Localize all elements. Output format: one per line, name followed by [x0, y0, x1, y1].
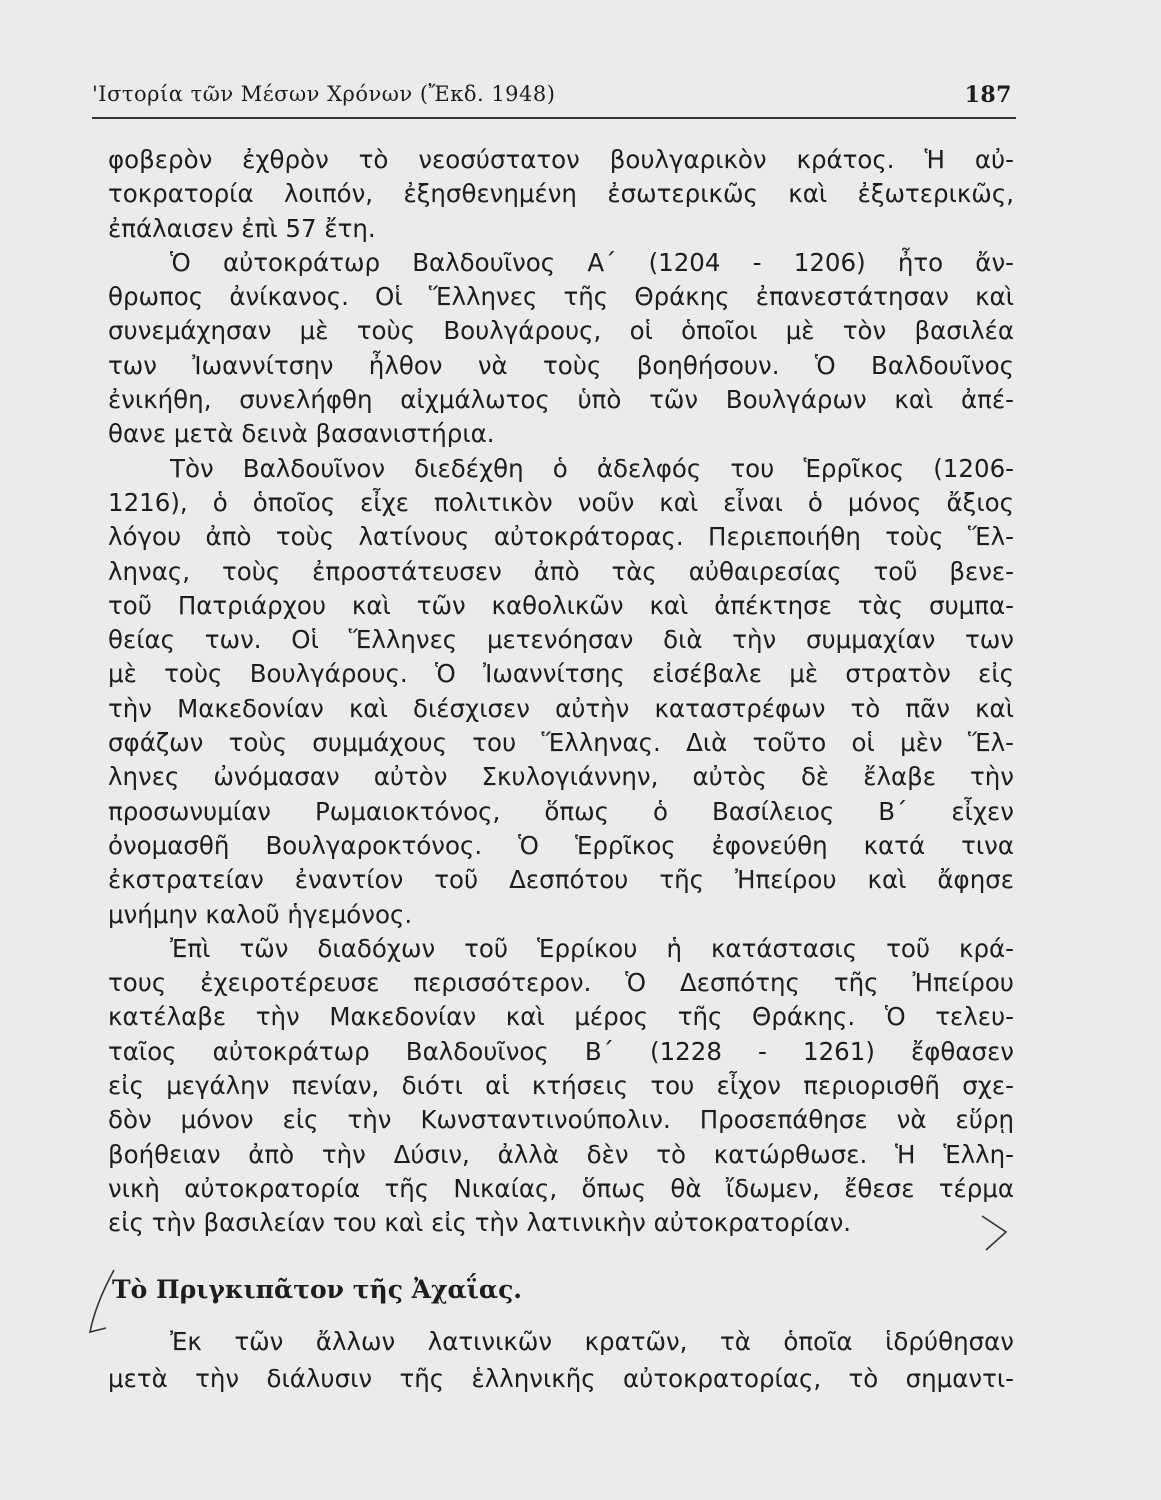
text-line: θρωπος ἀνίκανος. Οἱ Ἕλληνες τῆς Θράκης ἐπανεστάτησαν καὶ	[108, 282, 1014, 312]
header-title: 'Ιστορία τῶν Μέσων Χρόνων (Ἔκδ. 1948)	[92, 82, 556, 106]
text-line: θείας των. Οἱ Ἕλληνες μετενόησαν διὰ τὴν συμμαχίαν των	[108, 625, 1014, 655]
text-line: των Ἰωαννίτσην ἦλθον νὰ τοὺς βοηθήσουν. Ὁ Βαλδουῖνος	[108, 350, 1014, 380]
paragraph	[108, 932, 1014, 1241]
text-line: Ἐπὶ τῶν διαδόχων τοῦ Ἑρρίκου ἡ κατάστασις τοῦ κρά-	[170, 933, 1014, 963]
page-number: 187	[964, 82, 1012, 108]
text-line: Ἐκ τῶν ἄλλων λατινικῶν κρατῶν, τὰ ὁποῖα ἱδρύθησαν	[170, 1327, 1014, 1356]
text-line: ἐκστρατείαν ἐναντίον τοῦ Δεσπότου τῆς Ἠπείρου καὶ ἄφησε	[108, 865, 1014, 895]
text-line: ταῖος αὐτοκράτωρ Βαλδουῖνος Β΄ (1228 - 1261) ἔφθασεν	[108, 1036, 1014, 1066]
text-line: τοκρατορία λοιπόν, ἐξησθενημένη ἐσωτερικῶς καὶ ἐξωτερικῶς,	[108, 179, 1014, 209]
text-line: βοήθειαν ἀπὸ τὴν Δύσιν, ἀλλὰ δὲν τὸ κατώρθωσε. Ἡ Ἑλλη-	[108, 1139, 1014, 1169]
text-line: νικὴ αὐτοκρατορία τῆς Νικαίας, ὅπως θὰ ἴδωμεν, ἔθεσε τέρμα	[108, 1173, 1014, 1203]
paragraph	[108, 143, 1014, 246]
text-line: μνήμην καλοῦ ἡγεμόνος.	[108, 899, 413, 929]
text-line: 1216), ὁ ὁποῖος εἶχε πολιτικὸν νοῦν καὶ εἶναι ὁ μόνος ἄξιος	[108, 487, 1014, 517]
text-line: φοβερὸν ἐχθρὸν τὸ νεοσύστατον βουλγαρικὸν κράτος. Ἡ αὐ-	[108, 145, 1014, 174]
paragraph	[108, 452, 1014, 932]
text-line: Τὸν Βαλδουῖνον διεδέχθη ὁ ἀδελφός του Ἑρρῖκος (1206-	[170, 453, 1014, 483]
text-line: εἰς τὴν βασιλείαν του καὶ εἰς τὴν λατινικὴν αὐτοκρατορίαν.	[108, 1208, 852, 1238]
running-header	[92, 78, 1016, 114]
text-line: θανε μετὰ δεινὰ βασανιστήρια.	[108, 419, 495, 449]
text-line: ληνας, τοὺς ἐπροστάτευσεν ἀπὸ τὰς αὐθαιρεσίας τοῦ βενε-	[108, 556, 1014, 586]
paragraph	[108, 1323, 1014, 1397]
handwritten-bracket-mark	[978, 1210, 1018, 1260]
text-line: τὴν Μακεδονίαν καὶ διέσχισεν αὐτὴν καταστρέφων τὸ πᾶν καὶ	[108, 693, 1014, 723]
text-line: σφάζων τοὺς συμμάχους του Ἕλληνας. Διὰ τοῦτο οἱ μὲν Ἕλ-	[108, 728, 1014, 758]
text-line: τοῦ Πατριάρχου καὶ τῶν καθολικῶν καὶ ἀπέκτησε τὰς συμπα-	[108, 590, 1014, 620]
text-line: προσωνυμίαν Ρωμαιοκτόνος, ὅπως ὁ Βασίλειος Β΄ εἶχεν	[108, 796, 1014, 826]
text-line: ὀνομασθῆ Βουλγαροκτόνος. Ὁ Ἑρρῖκος ἐφονεύθη κατά τινα	[108, 830, 1014, 860]
text-line: ληνες ὠνόμασαν αὐτὸν Σκυλογιάννην, αὐτὸς δὲ ἔλαβε τὴν	[108, 762, 1014, 792]
text-line: Ὁ αὐτοκράτωρ Βαλδουῖνος Α΄ (1204 - 1206) ἦτο ἄν-	[170, 247, 1014, 277]
text-line: μὲ τοὺς Βουλγάρους. Ὁ Ἰωαννίτσης εἰσέβαλε μὲ στρατὸν εἰς	[108, 659, 1014, 689]
text-line: εἰς μεγάλην πενίαν, διότι αἱ κτήσεις του εἶχον περιορισθῆ σχε-	[108, 1071, 1014, 1101]
text-line: λόγου ἀπὸ τοὺς λατίνους αὐτοκράτορας. Περιεποιήθη τοὺς Ἕλ-	[108, 522, 1014, 552]
body-text	[108, 143, 1014, 1241]
text-line: μετὰ τὴν διάλυσιν τῆς ἑλληνικῆς αὐτοκρατορίας, τὸ σημαντι-	[108, 1364, 1014, 1393]
text-line: ἐνικήθη, συνελήφθη αἰχμάλωτος ὑπὸ τῶν Βουλγάρων καὶ ἀπέ-	[108, 385, 1014, 415]
text-line: κατέλαβε τὴν Μακεδονίαν καὶ μέρος τῆς Θράκης. Ὁ τελευ-	[108, 1002, 1014, 1032]
text-line: ἐπάλαισεν ἐπὶ 57 ἔτη.	[108, 213, 376, 243]
text-line: συνεμάχησαν μὲ τοὺς Βουλγάρους, οἱ ὁποῖοι μὲ τὸν βασιλέα	[108, 316, 1014, 346]
text-line: δὸν μόνον εἰς τὴν Κωνσταντινούπολιν. Προσεπάθησε νὰ εὕρῃ	[108, 1105, 1014, 1135]
text-line: τους ἐχειροτέρευσε περισσότερον. Ὁ Δεσπότης τῆς Ἠπείρου	[108, 968, 1014, 998]
section-heading: Τὸ Πριγκιπᾶτον τῆς Ἀχαΐας.	[112, 1275, 522, 1304]
section-text	[108, 1323, 1014, 1397]
paragraph	[108, 246, 1014, 452]
header-rule	[92, 117, 1016, 119]
